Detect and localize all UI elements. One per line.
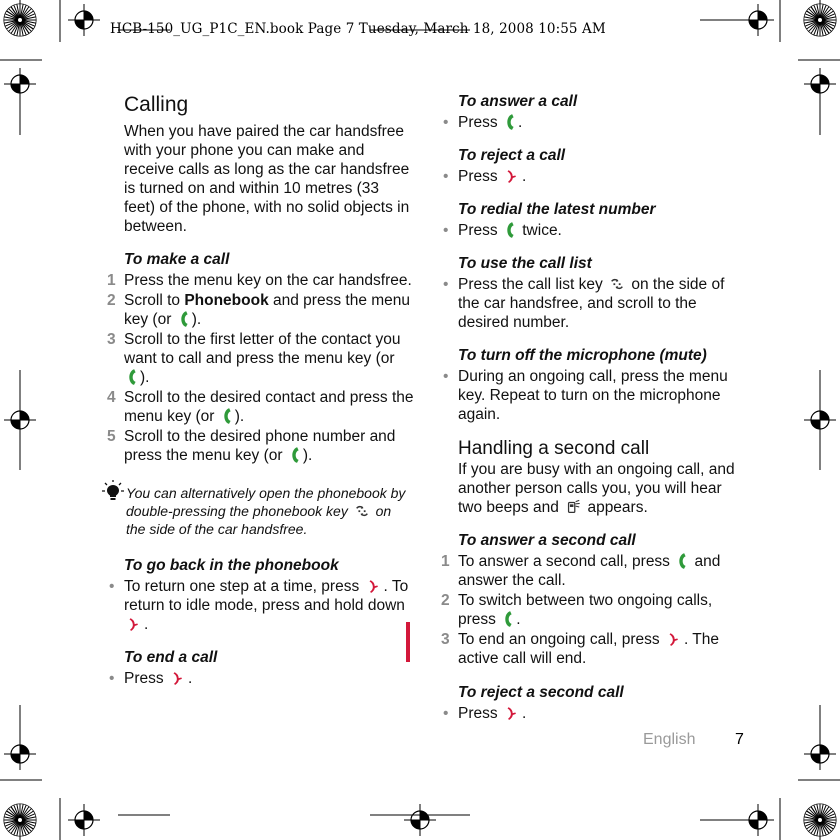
end-key-icon [366,577,382,595]
call-key-icon [504,113,516,131]
answer-call-list [443,113,748,132]
step-text: To end an ongoing call, press [458,631,664,648]
registration-mark-icon [742,4,774,36]
step-text: ). [191,311,202,328]
bullet-dot: • [443,114,449,131]
second-call-steps [441,552,748,668]
step-text: Press the menu key on the car handsfree. [124,272,412,289]
bullet-text: . [144,616,149,633]
bullet-text: . To return to idle mode, press and hold down [124,578,409,614]
reject-second-list [443,704,748,723]
registration-mark-icon [804,404,836,436]
registration-mark-icon [4,404,36,436]
step-text: and answer the call. [458,553,721,589]
registration-mark-icon [68,4,100,36]
color-star-target-icon [802,802,838,838]
bullet-text: Press [458,168,502,185]
bullet-text: twice. [517,222,562,239]
step-text: ). [140,369,150,386]
print-header-meta: HCB-150_UG_P1C_EN.book Page 7 Tuesday, March 18, 2008 10:55 AM [110,21,606,37]
reject-call-list [443,167,748,186]
step-number: 2 [441,592,450,609]
call-key-icon [178,310,190,328]
color-star-target-icon [802,2,838,38]
step-text: and press the menu key (or [124,292,411,328]
section-title-second-call: Handling a second call [458,438,650,459]
bullet-text: Press the call list key [458,276,608,293]
end-call-list [109,669,414,688]
bullet-text: During an ongoing call, press the menu key. Repeat to turn on the microphone again. [458,368,728,423]
list-item [443,221,748,240]
bullet-text: on the side of the car handsfree, and scroll to the desired number. [458,276,725,331]
make-call-steps [107,271,414,465]
go-back-list [109,577,414,634]
bullet-text: Press [458,705,502,722]
registration-mark-icon [4,68,36,100]
step-text: To switch between two ongoing calls, press [458,592,713,628]
call-key-icon [126,368,138,386]
call-list-key-icon [354,502,370,520]
heading-answer-second: To answer a second call [458,532,636,549]
step-text: . [516,611,521,628]
step-item [107,388,414,426]
call-key-icon [676,552,688,570]
list-item [443,113,748,132]
registration-mark-icon [4,738,36,770]
step-text: Scroll to [124,292,185,309]
end-key-icon [126,615,142,633]
bullet-text: . [521,168,527,185]
step-number: 3 [441,631,450,648]
phonebook-keyword: Phonebook [184,292,269,309]
bullet-dot: • [109,670,115,687]
bullet-dot: • [443,168,449,185]
step-item [107,330,414,387]
step-item [441,630,748,668]
bullet-dot: • [443,368,449,385]
step-text: ). [302,447,313,464]
call-key-icon [502,610,514,628]
bullet-text: Press [458,114,502,131]
tip-text: You can alternatively open the phonebook by double-pressing the phonebook key [126,485,406,519]
list-item [443,704,748,723]
calling-intro: When you have paired the car handsfree with your phone you can make and receive calls as long as the car handsfree is turned on and within 10 metres (33 feet) of the phone, with no solid objects in between. [124,123,410,235]
heading-go-back: To go back in the phonebook [124,557,339,574]
tip-lightbulb-icon [100,480,126,502]
step-text: Scroll to the first letter of the contact you want to call and press the menu key (or [124,331,401,367]
footer-language: English [643,731,696,748]
call-key-icon [221,407,233,425]
step-number: 1 [441,553,450,570]
list-item [443,275,748,332]
end-key-icon [666,630,682,648]
bullet-text: Press [124,670,168,687]
list-item [109,577,414,634]
bullet-text: Press [458,222,502,239]
bullet-text: . [187,670,193,687]
bullet-dot: • [443,705,449,722]
right-column [441,92,748,723]
end-key-icon [504,167,520,185]
registration-mark-icon [404,804,436,836]
redial-list [443,221,748,240]
heading-answer-call: To answer a call [458,93,578,110]
bullet-text: To return one step at a time, press [124,578,364,595]
step-number: 4 [107,389,116,406]
tip-text: on the side of the car handsfree. [126,503,392,537]
heading-redial: To redial the latest number [458,201,656,218]
revision-change-bar [406,622,410,662]
step-item [107,427,414,465]
heading-call-list: To use the call list [458,255,592,272]
step-item [107,291,414,329]
registration-mark-icon [804,738,836,770]
bullet-text: . [517,114,523,131]
bullet-dot: • [109,578,115,595]
left-column [107,92,414,688]
end-key-icon [170,669,186,687]
step-text: . The active call will end. [458,631,719,667]
heading-end-call: To end a call [124,649,218,666]
heading-mute: To turn off the microphone (mute) [458,347,707,364]
registration-mark-icon [742,804,774,836]
step-number: 1 [107,272,116,289]
step-number: 2 [107,292,116,309]
call-list-list [443,275,748,332]
heading-reject-call: To reject a call [458,147,566,164]
tip-note [126,484,414,538]
step-text: Scroll to the desired contact and press the menu key (or [124,389,414,425]
bullet-text: . [521,705,527,722]
step-number: 5 [107,428,116,445]
heading-make-call: To make a call [124,251,230,268]
call-waiting-icon [565,498,581,516]
step-item [441,591,748,629]
bullet-dot: • [443,222,449,239]
step-text: Scroll to the desired phone number and press the menu key (or [124,428,396,464]
step-number: 3 [107,331,116,348]
list-item [443,167,748,186]
intro-text: appears. [583,499,648,516]
step-text: ). [234,408,245,425]
list-item [109,669,414,688]
bullet-dot: • [443,276,449,293]
call-key-icon [289,446,301,464]
mute-list [443,367,748,424]
list-item [443,367,748,424]
section-title-calling: Calling [124,93,189,116]
step-text: To answer a second call, press [458,553,675,570]
color-star-target-icon [2,2,38,38]
end-key-icon [504,704,520,722]
registration-mark-icon [804,68,836,100]
intro-text: If you are busy with an ongoing call, and another person calls you, you will hear two beeps and [458,461,735,516]
color-star-target-icon [2,802,38,838]
step-item [107,271,414,290]
step-item [441,552,748,590]
call-key-icon [504,221,516,239]
registration-mark-icon [68,804,100,836]
heading-reject-second: To reject a second call [458,684,624,701]
call-list-key-icon [609,275,625,293]
page-number: 7 [735,731,744,748]
second-call-intro [458,460,748,517]
